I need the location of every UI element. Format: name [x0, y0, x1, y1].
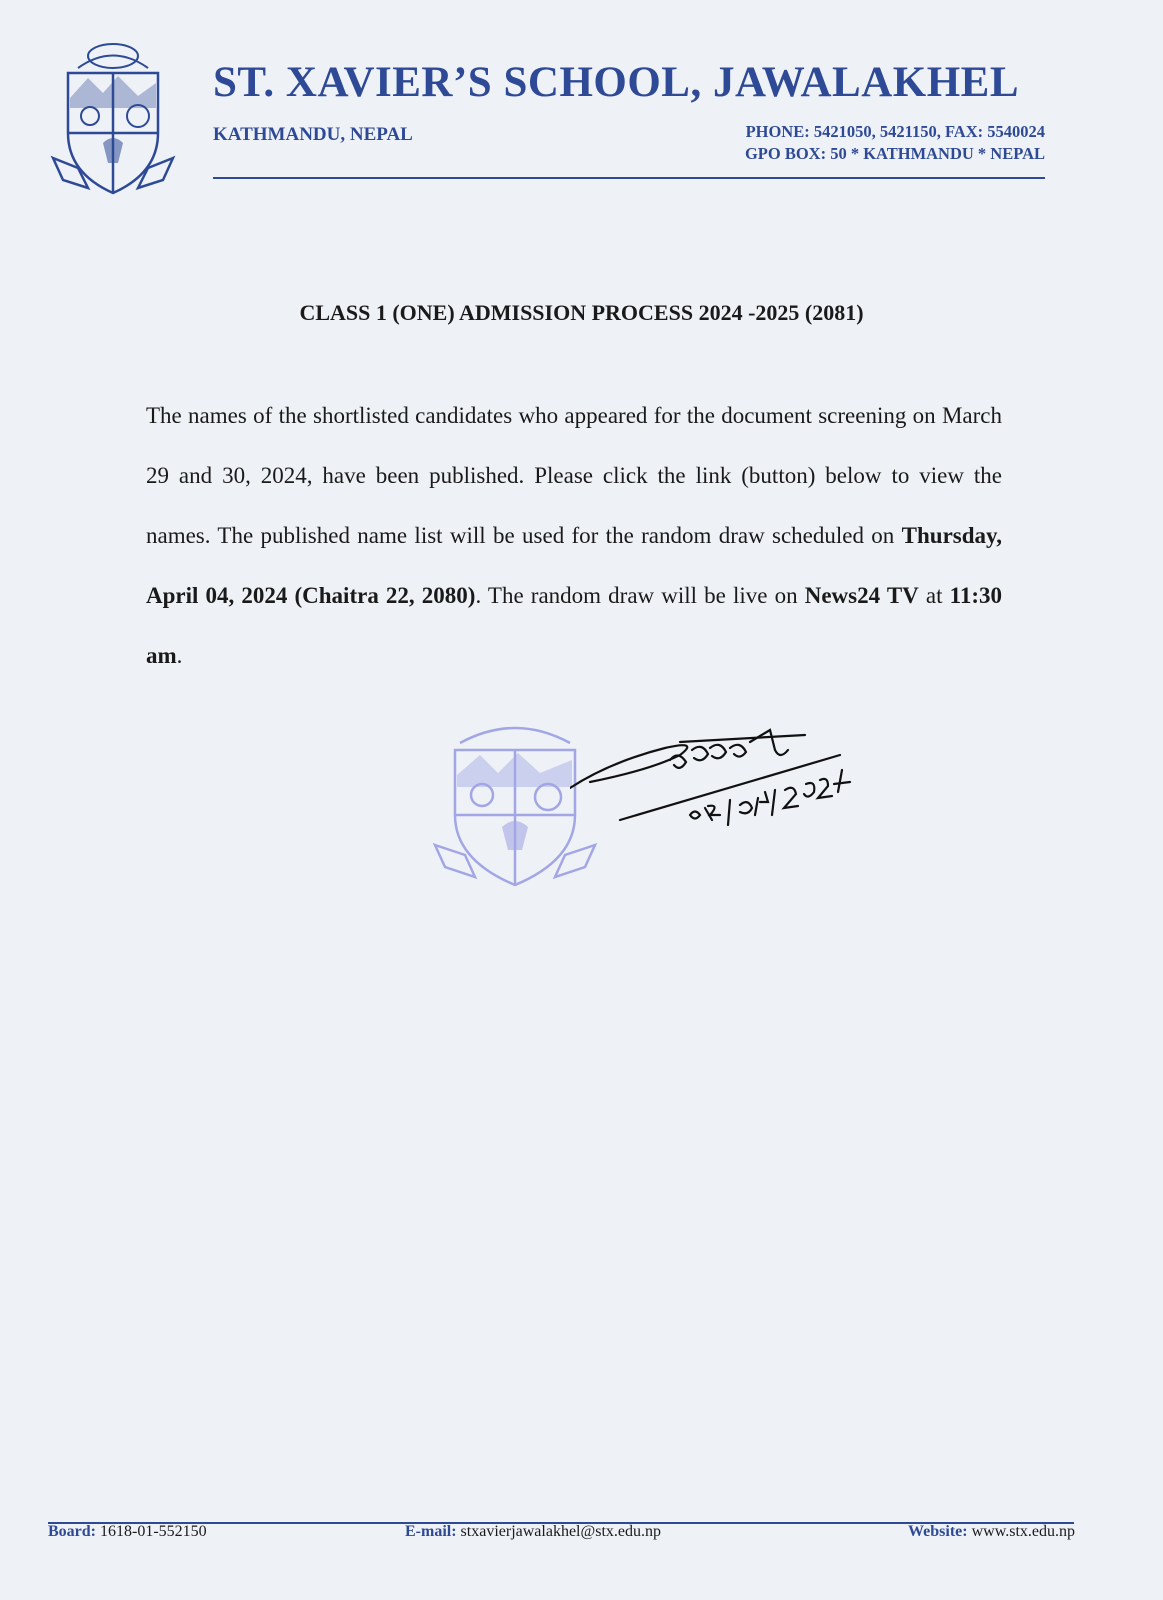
- email-value: stxavierjawalakhel@stx.edu.np: [456, 1523, 661, 1540]
- board-registration: [48, 1523, 207, 1541]
- notice-paragraph: [146, 386, 1002, 686]
- draw-date: Thursday, April 04, 2024 (Chaitra 22, 2080): [146, 523, 1002, 608]
- header-divider: [213, 177, 1045, 179]
- phone-fax-line: PHONE: 5421050, 5421150, FAX: 5540024: [745, 122, 1045, 141]
- draw-time: 11:30 am: [146, 583, 1003, 668]
- board-value: 1618-01-552150: [96, 1523, 207, 1540]
- notice-text-3: at: [918, 583, 950, 608]
- website-contact: [908, 1523, 1075, 1541]
- po-box-line: GPO BOX: 50 * KATHMANDU * NEPAL: [744, 144, 1045, 163]
- handwritten-signature: [570, 720, 890, 850]
- notice-text-1: The names of the shortlisted candidates who appeared for the document screening on March 29 and 30, 2024, have been published. Please click the link (button) below to view the names. The published name list will be used for the random draw scheduled on: [146, 403, 1002, 548]
- contact-block: [745, 121, 1045, 165]
- notice-text-2: . The random draw will be live on: [475, 583, 805, 608]
- email-label: E-mail:: [405, 1523, 457, 1540]
- school-crest-logo: [48, 38, 178, 203]
- notice-text-4: .: [176, 643, 183, 668]
- school-city: KATHMANDU, NEPAL: [213, 124, 413, 145]
- school-name: ST. XAVIER’S SCHOOL, JAWALAKHEL: [213, 59, 1020, 106]
- website-value: www.stx.edu.np: [967, 1523, 1075, 1540]
- email-contact: [405, 1523, 661, 1541]
- website-label: Website:: [908, 1523, 968, 1540]
- board-label: Board:: [48, 1523, 96, 1540]
- tv-channel: News24 TV: [804, 583, 919, 608]
- notice-title: CLASS 1 (ONE) ADMISSION PROCESS 2024 -2025 (2081): [299, 300, 864, 325]
